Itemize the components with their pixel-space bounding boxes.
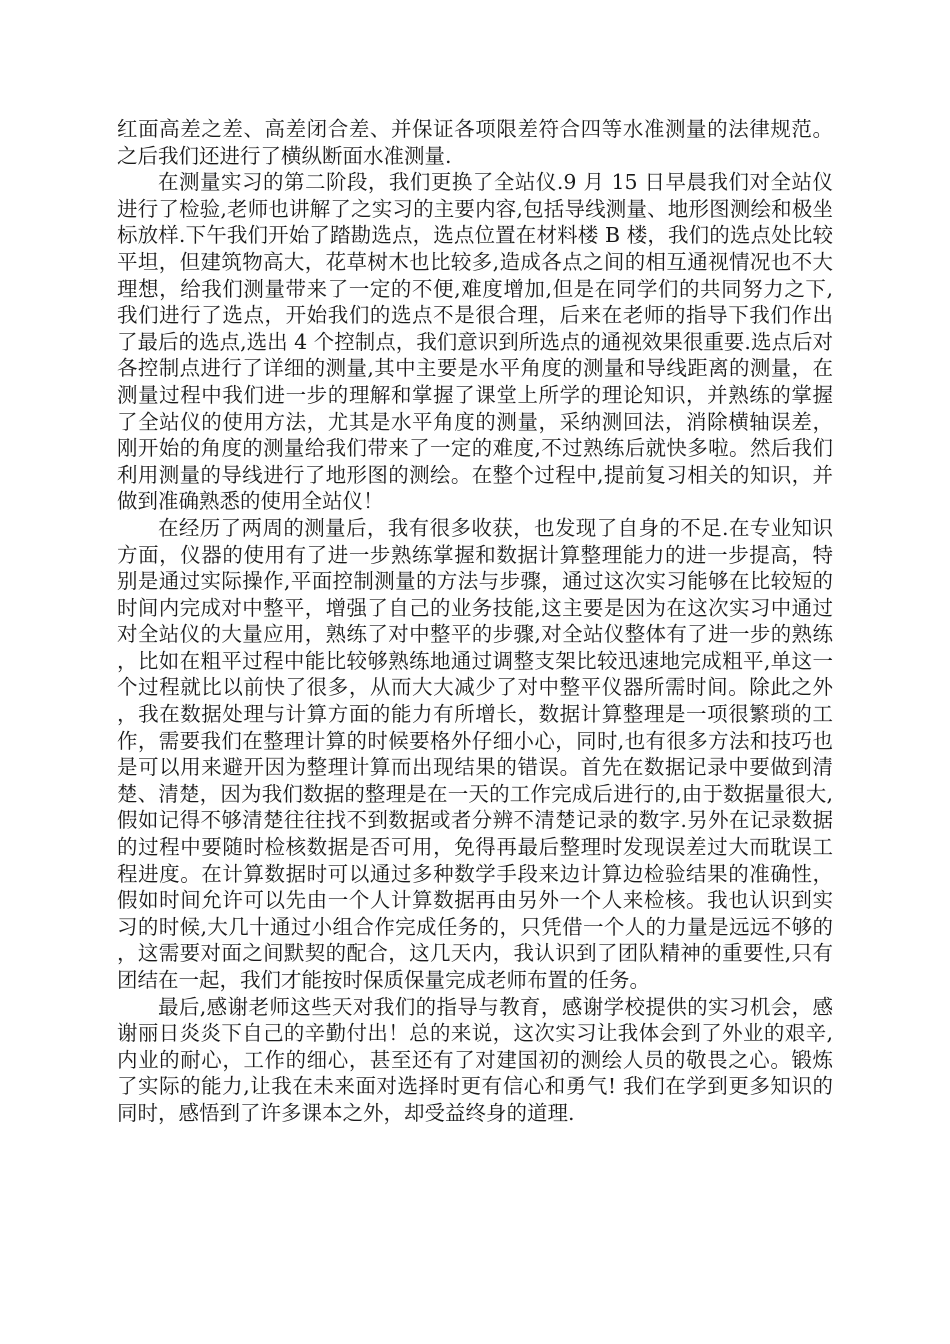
document-body: [117, 116, 833, 1127]
paragraph-4: 最后,感谢老师这些天对我们的指导与教育，感谢学校提供的实习机会，感谢丽日炎炎下自己的辛勤付出！总的来说，这次实习让我体会到了外业的艰辛,内业的耐心，工作的细心，甚至还有了对建国初的测绘人员的敬畏之心。锻炼了实际的能力,让我在未来面对选择时更有信心和勇气! 我们在学到更多知识的同时，感悟到了许多课本之外，却受益终身的道理.: [117, 994, 833, 1125]
paragraph-1: 红面高差之差、高差闭合差、并保证各项限差符合四等水准测量的法律规范。之后我们还进行了横纵断面水准测量.: [117, 117, 833, 168]
paragraph-2: 在测量实习的第二阶段，我们更换了全站仪.9 月 15 日早晨我们对全站仪进行了检验,老师也讲解了之实习的主要内容,包括导线测量、地形图测绘和极坐标放样.下午我们开始了踏勘选点，选点位置在材料楼 B 楼，我们的选点处比较平坦，但建筑物高大，花草树木也比较多,造成各点之间的相互通视情况也不大理想，给我们测量带来了一定的不便,难度增加,但是在同学们的共同努力之下,我们进行了选点，开始我们的选点不是很合理，后来在老师的指导下我们作出了最后的选点,选出 4 个控制点，我们意识到所选点的通视效果很重要.选点后对各控制点进行了详细的测量,其中主要是水平角度的测量和导线距离的测量，在测量过程中我们进一步的理解和掌握了课堂上所学的理论知识，并熟练的掌握了全站仪的使用方法，尤其是水平角度的测量，采纳测回法，消除横轴误差，刚开始的角度的测量给我们带来了一定的难度,不过熟练后就快多啦。然后我们利用测量的导线进行了地形图的测绘。在整个过程中,提前复习相关的知识，并做到准确熟悉的使用全站仪！: [117, 170, 833, 514]
paragraph-3: 在经历了两周的测量后，我有很多收获，也发现了自身的不足.在专业知识方面，仪器的使用有了进一步熟练掌握和数据计算整理能力的进一步提高，特别是通过实际操作,平面控制测量的方法与步骤，通过这次实习能够在比较短的时间内完成对中整平，增强了自己的业务技能,这主要是因为在这次实习中通过对全站仪的大量应用，熟练了对中整平的步骤,对全站仪整体有了进一步的熟练，比如在粗平过程中能比较够熟练地通过调整支架比较迅速地完成粗平,单这一个过程就比以前快了很多，从而大大减少了对中整平仪器所需时间。除此之外，我在数据处理与计算方面的能力有所增长，数据计算整理是一项很繁琐的工作，需要我们在整理计算的时候要格外仔细小心，同时,也有很多方法和技巧也是可以用来避开因为整理计算而出现结果的错误。首先在数据记录中要做到清楚、清楚，因为我们数据的整理是在一天的工作完成后进行的,由于数据量很大,假如记得不够清楚往往找不到数据或者分辨不清楚记录的数字.另外在记录数据的过程中要随时检核数据是否可用，免得再最后整理时发现误差过大而耽误工程进度。在计算数据时可以通过多种数学手段来边计算边检验结果的准确性，假如时间允许可以先由一个人计算数据再由另外一个人来检核。我也认识到实习的时候,大几十通过小组合作完成任务的，只凭借一个人的力量是远远不够的，这需要对面之间默契的配合，这几天内，我认识到了团队精神的重要性,只有团结在一起，我们才能按时保质保量完成老师布置的任务。: [117, 515, 833, 992]
